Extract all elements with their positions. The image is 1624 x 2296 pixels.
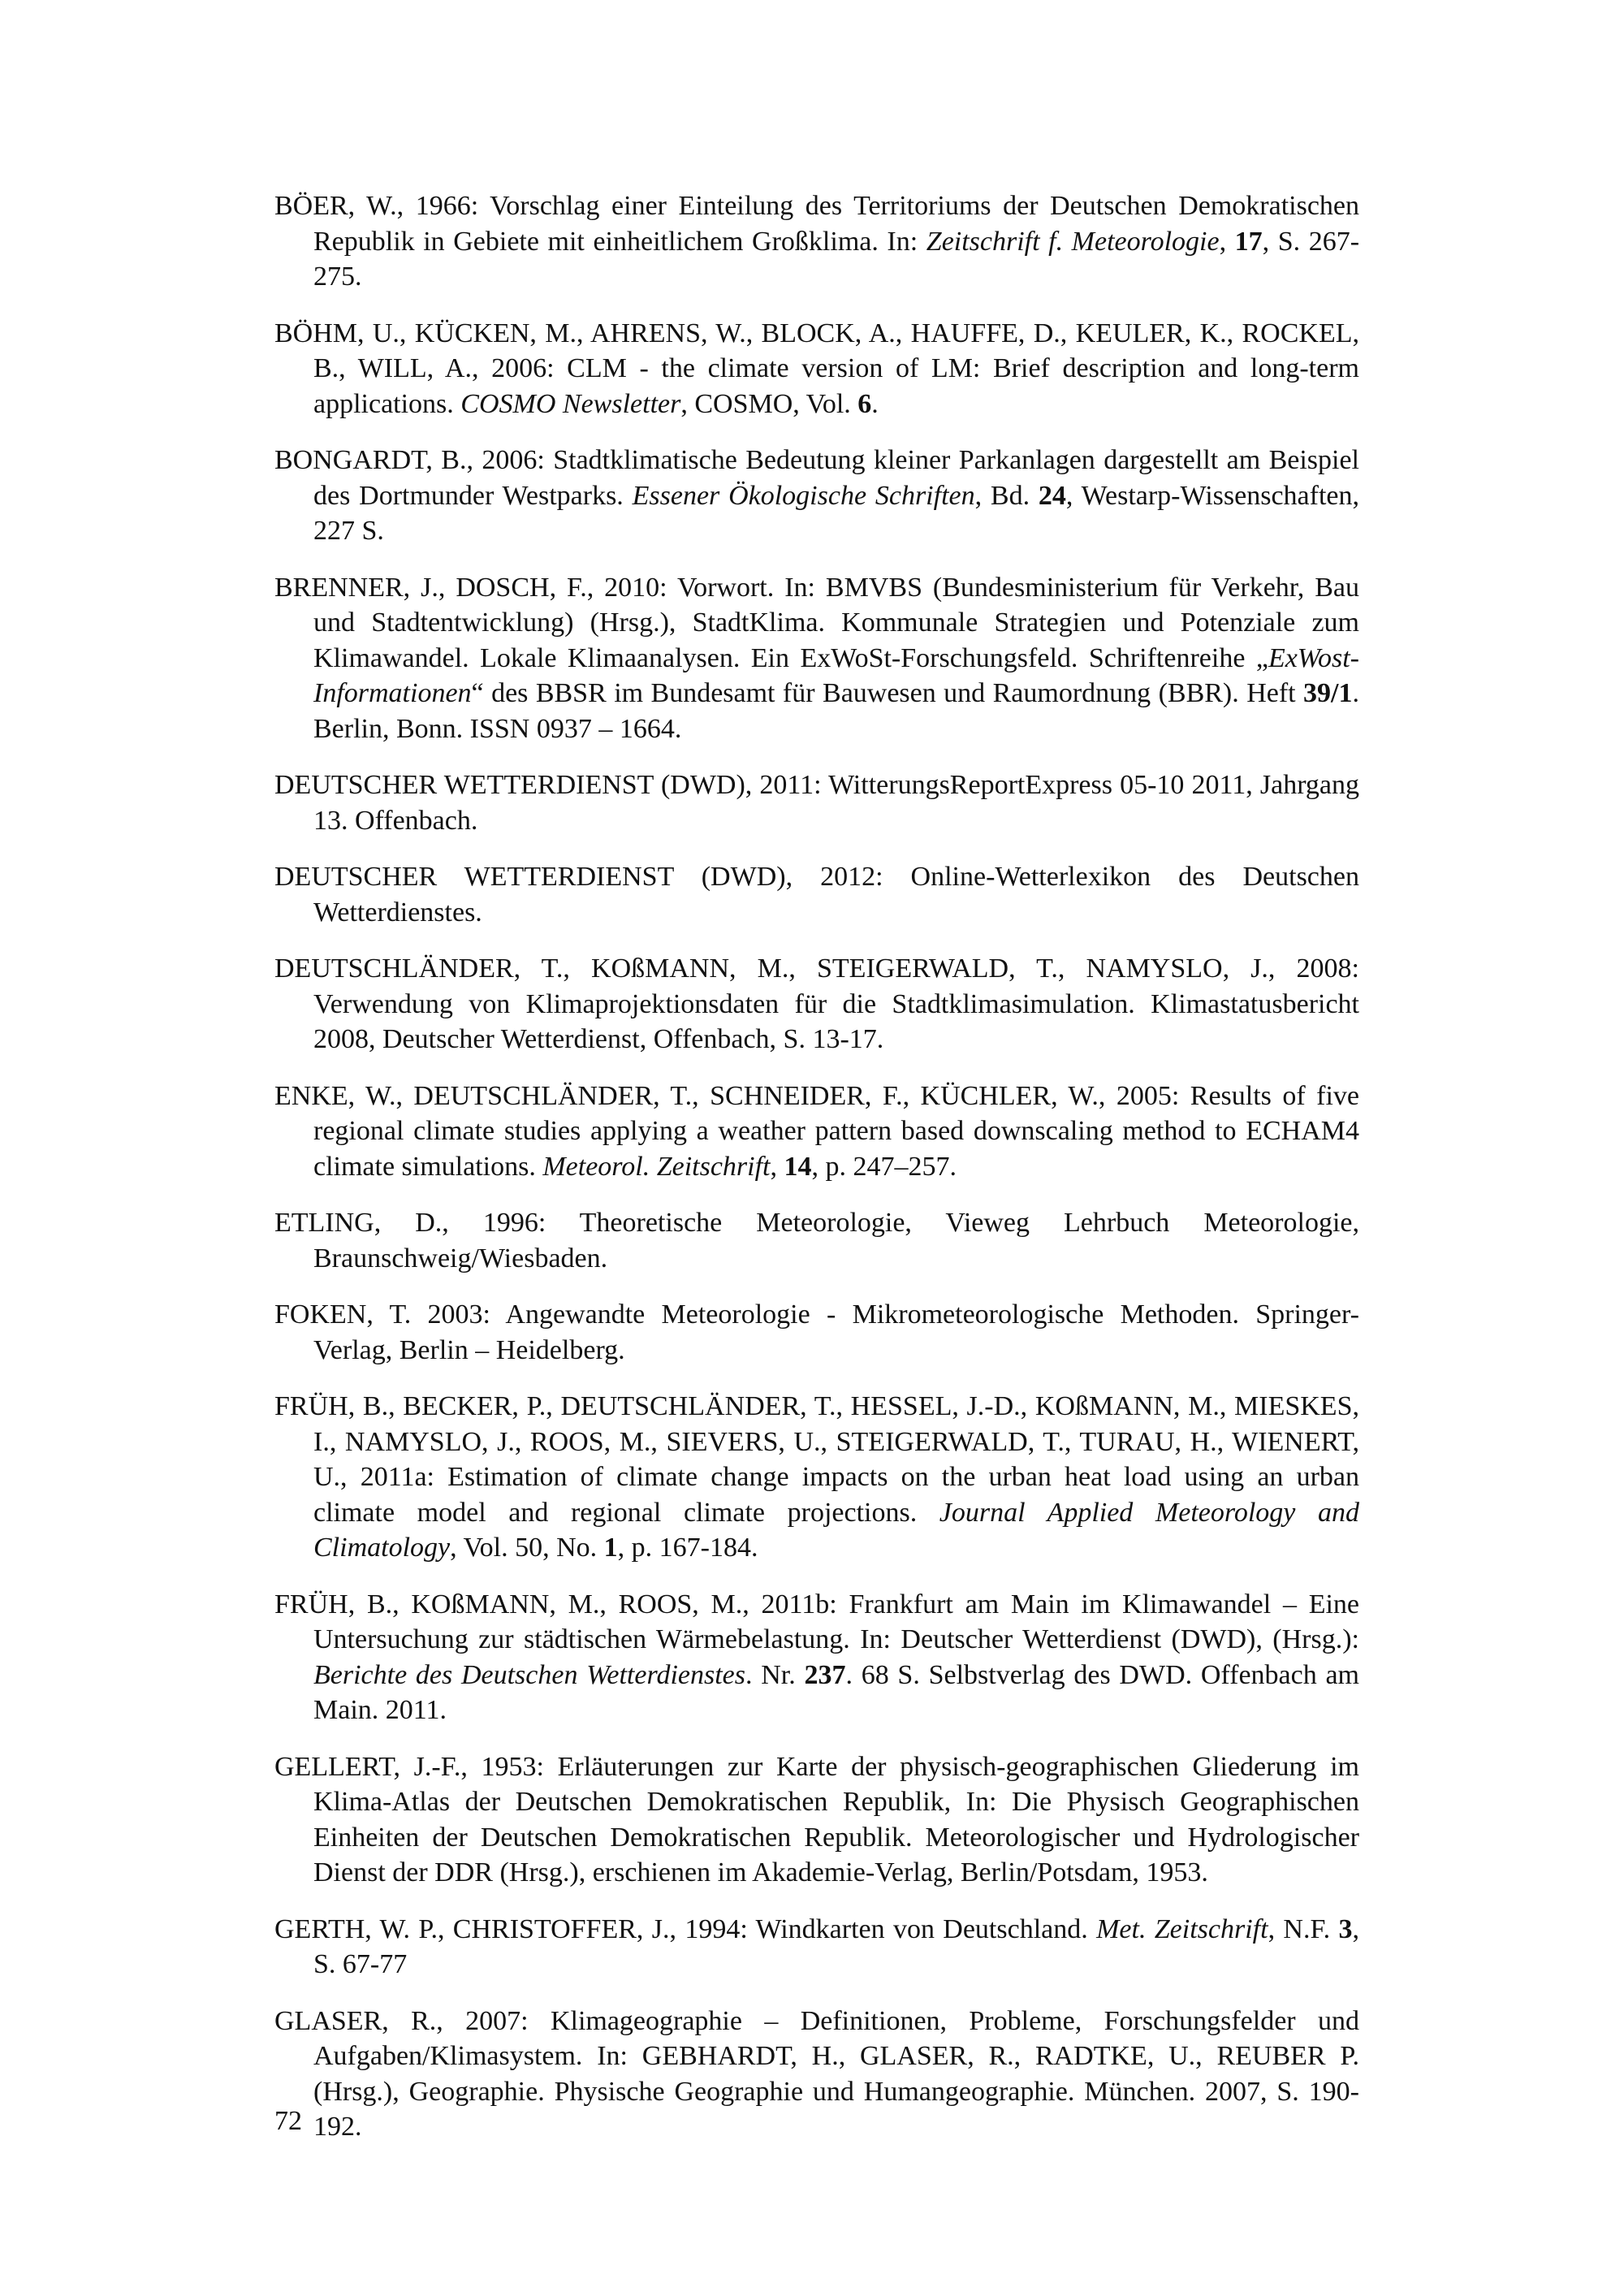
reference-title-italic: COSMO Newsletter <box>460 388 681 419</box>
reference-title-italic: ExWost-Informationen <box>313 642 1359 708</box>
reference-text: , Bd. <box>974 480 1039 511</box>
reference-text: DEUTSCHER WETTERDIENST (DWD), 2011: WitterungsReportExpress 05-10 2011, Jahrgang 13. Offenbach. <box>274 770 1359 836</box>
reference-text: . Berlin, Bonn. ISSN 0937 – 1664. <box>313 678 1359 744</box>
reference-text: GELLERT, J.-F., 1953: Erläuterungen zur Karte der physisch-geographischen Gliederung im Klima-Atlas der Deutschen Demokratischen Republik, In: Die Physisch Geographischen Einheiten der Deutschen Demokratischen Republik. Meteorologischer und Hydrologischer Dienst der DDR (Hrsg.), erschienen im Akademie-Verlag, Berlin/Potsdam, 1953. <box>274 1751 1359 1887</box>
reference-text: GERTH, W. P., CHRISTOFFER, J., 1994: Windkarten von Deutschland. <box>274 1913 1097 1944</box>
reference-text: DEUTSCHER WETTERDIENST (DWD), 2012: Online-Wetterlexikon des Deutschen Wetterdienstes. <box>274 862 1359 927</box>
reference-entry <box>274 1749 1359 1891</box>
reference-entry <box>274 1297 1359 1368</box>
reference-volume-bold: 237 <box>804 1659 846 1690</box>
reference-text: BÖHM, U., KÜCKEN, M., AHRENS, W., BLOCK, A., HAUFFE, D., KEULER, K., ROCKEL, B., WILL, A., 2006: CLM - the climate version of LM: Brief description and long-term applications. <box>274 318 1359 419</box>
reference-text: , p. 167-184. <box>617 1533 758 1563</box>
reference-text: , Westarp-Wissenschaften, 227 S. <box>313 480 1359 546</box>
reference-text: FRÜH, B., BECKER, P., DEUTSCHLÄNDER, T., HESSEL, J.-D., KOßMANN, M., MIESKES, I., NAMYSLO, J., ROOS, M., SIEVERS, U., STEIGERWALD, T., TURAU, H., WIENERT, U., 2011a: Estimation of climate change impacts on the urban heat load using an urban climate model and regional climate projections. <box>274 1391 1359 1528</box>
reference-title-italic: Zeitschrift f. Meteorologie <box>926 226 1220 257</box>
reference-text: ETLING, D., 1996: Theoretische Meteorologie, Vieweg Lehrbuch Meteorologie, Braunschweig/Wiesbaden. <box>274 1208 1359 1273</box>
reference-entry <box>274 951 1359 1057</box>
reference-text: BONGARDT, B., 2006: Stadtklimatische Bedeutung kleiner Parkanlagen dargestellt am Beispiel des Dortmunder Westparks. <box>274 445 1359 511</box>
reference-entry <box>274 1389 1359 1566</box>
reference-entry <box>274 188 1359 295</box>
reference-text: . Nr. <box>745 1659 805 1690</box>
reference-text: , S. 67-77 <box>313 1913 1359 1979</box>
reference-volume-bold: 24 <box>1038 480 1066 511</box>
reference-text: ENKE, W., DEUTSCHLÄNDER, T., SCHNEIDER, F., KÜCHLER, W., 2005: Results of five regional climate studies applying a weather pattern based downscaling method to ECHAM4 climate simulations. <box>274 1080 1359 1182</box>
reference-text: “ des BBSR im Bundesamt für Bauwesen und Raumordnung (BBR). Heft <box>471 678 1304 708</box>
reference-volume-bold: 14 <box>784 1151 812 1182</box>
reference-text: DEUTSCHLÄNDER, T., KOßMANN, M., STEIGERWALD, T., NAMYSLO, J., 2008: Verwendung von Klimaprojektionsdaten für die Stadtklimasimulation. Klimastatusbericht 2008, Deutscher Wetterdienst, Offenbach, S. 13-17. <box>274 953 1359 1054</box>
reference-text: , <box>770 1151 784 1182</box>
reference-volume-bold: 6 <box>857 388 872 419</box>
reference-text: , <box>1219 226 1235 257</box>
reference-text: , Vol. 50, No. <box>450 1533 604 1563</box>
reference-title-italic: Berichte des Deutschen Wetterdienstes <box>313 1659 745 1690</box>
reference-entry <box>274 767 1359 838</box>
reference-list <box>274 188 1359 2166</box>
reference-text: , p. 247–257. <box>811 1151 957 1182</box>
reference-text: , COSMO, Vol. <box>680 388 858 419</box>
reference-text: BÖER, W., 1966: Vorschlag einer Einteilung des Territoriums der Deutschen Demokratischen Republik in Gebiete mit einheitlichem Großklima. In: <box>274 191 1359 257</box>
reference-volume-bold: 17 <box>1234 226 1263 257</box>
reference-text: BRENNER, J., DOSCH, F., 2010: Vorwort. In: BMVBS (Bundesministerium für Verkehr, Bau und Stadtentwicklung) (Hrsg.), StadtKlima. Kommunale Strategien und Potenziale zum Klimawandel. Lokale Klimaanalysen. Ein ExWoSt-Forschungsfeld. Schriftenreihe „ <box>274 572 1359 673</box>
reference-entry <box>274 443 1359 549</box>
reference-text: , N.F. <box>1268 1913 1339 1944</box>
reference-volume-bold: 39/1 <box>1303 678 1353 708</box>
reference-text: FRÜH, B., KOßMANN, M., ROOS, M., 2011b: Frankfurt am Main im Klimawandel – Eine Untersuchung zur städtischen Wärmebelastung. In: Deutscher Wetterdienst (DWD), (Hrsg.): <box>274 1589 1359 1654</box>
reference-text: , S. 267-275. <box>313 226 1360 292</box>
reference-entry <box>274 1587 1359 1728</box>
reference-entry <box>274 1079 1359 1185</box>
reference-entry <box>274 859 1359 930</box>
reference-title-italic: Essener Ökologische Schriften <box>632 480 975 511</box>
reference-text: . <box>871 388 879 419</box>
reference-entry <box>274 316 1359 422</box>
reference-text: FOKEN, T. 2003: Angewandte Meteorologie - Mikrometeorologische Methoden. Springer-Verlag, Berlin – Heidelberg. <box>274 1299 1359 1365</box>
reference-title-italic: Meteorol. Zeitschrift <box>542 1151 771 1182</box>
reference-entry <box>274 570 1359 747</box>
reference-title-italic: Met. Zeitschrift <box>1096 1913 1268 1944</box>
reference-text: . 68 S. Selbstverlag des DWD. Offenbach am Main. 2011. <box>313 1659 1359 1725</box>
reference-entry <box>274 1912 1359 1983</box>
reference-text: GLASER, R., 2007: Klimageographie – Definitionen, Probleme, Forschungsfelder und Aufgaben/Klimasystem. In: GEBHARDT, H., GLASER, R., RADTKE, U., REUBER P. (Hrsg.), Geographie. Physische Geographie und Humangeographie. München. 2007, S. 190-192. <box>274 2005 1359 2142</box>
reference-title-italic: Journal Applied Meteorology and Climatology <box>313 1497 1359 1563</box>
reference-entry <box>274 2004 1359 2145</box>
reference-entry <box>274 1205 1359 1276</box>
reference-volume-bold: 3 <box>1338 1913 1353 1944</box>
reference-volume-bold: 1 <box>603 1533 618 1563</box>
page-number: 72 <box>274 2106 302 2136</box>
